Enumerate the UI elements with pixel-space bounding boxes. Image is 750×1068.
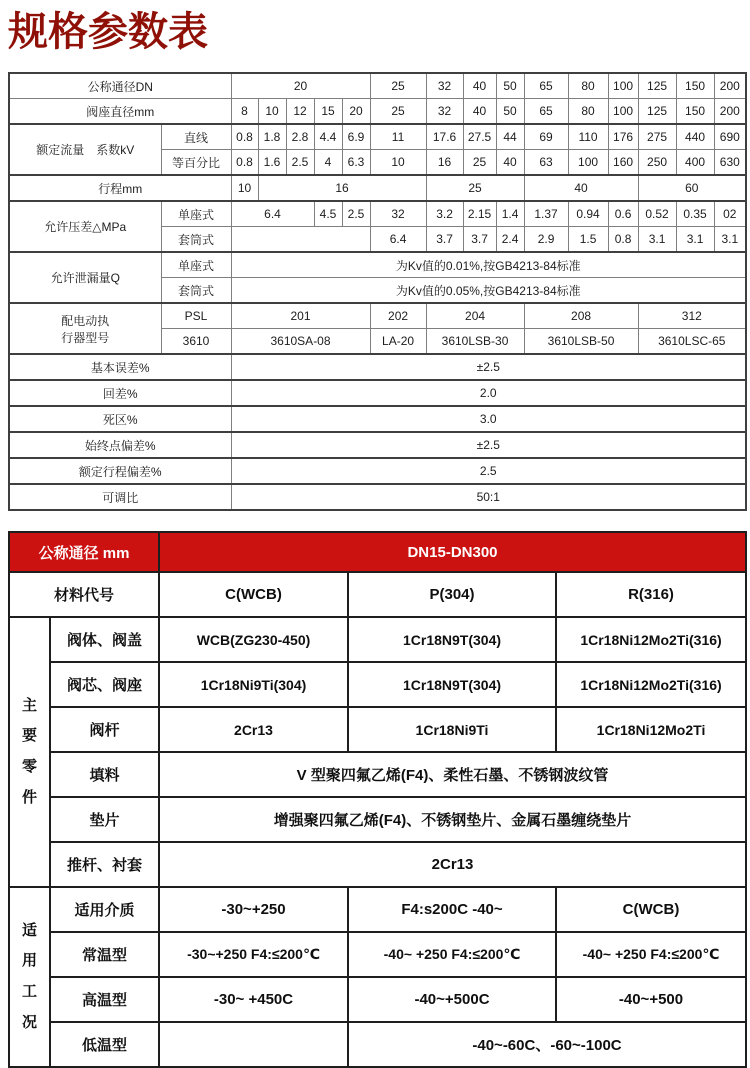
value-cell: 4.4 xyxy=(314,124,342,150)
value-cell: 160 xyxy=(608,150,638,176)
value-cell: 0.8 xyxy=(231,150,258,176)
table-row-plug-seat xyxy=(9,662,746,707)
table-row-leak-single xyxy=(9,252,746,278)
value-cell: 3610LSC-65 xyxy=(638,329,746,355)
value-cell: -40~ +250 F4:≤200℃ xyxy=(348,932,556,977)
value-cell: 80 xyxy=(568,99,608,125)
sub-label: 套筒式 xyxy=(161,227,231,253)
value-cell: 6.9 xyxy=(342,124,370,150)
sub-label: 直线 xyxy=(161,124,231,150)
row-label: 额定流量 系数kV xyxy=(9,124,161,175)
value-cell: 0.6 xyxy=(608,201,638,227)
value-cell: 1Cr18N9T(304) xyxy=(348,662,556,707)
sub-label: 3610 xyxy=(161,329,231,355)
value-cell: 3.0 xyxy=(231,406,746,432)
value-cell: 250 xyxy=(638,150,676,176)
value-cell: 69 xyxy=(524,124,568,150)
value-cell: 80 xyxy=(568,73,608,99)
red-header-value: DN15-DN300 xyxy=(159,532,746,572)
value-cell: 11 xyxy=(370,124,426,150)
value-cell: 3610SA-08 xyxy=(231,329,370,355)
value-cell: 10 xyxy=(370,150,426,176)
page-title: 规格参数表 xyxy=(8,10,208,54)
value-cell: -40~+500 xyxy=(556,977,746,1022)
value-cell: 32 xyxy=(426,99,463,125)
value-cell: 1Cr18Ni12Mo2Ti(316) xyxy=(556,662,746,707)
vertical-text: 主要零件 xyxy=(21,696,37,806)
value-cell-empty xyxy=(159,1022,348,1067)
row-label: 阀芯、阀座 xyxy=(50,662,159,707)
value-cell: 02 xyxy=(714,201,746,227)
value-cell: 1.5 xyxy=(568,227,608,253)
table-row-packing xyxy=(9,752,746,797)
row-label: 推杆、衬套 xyxy=(50,842,159,887)
table-row-basic-error xyxy=(9,354,746,380)
value-cell: 1Cr18Ni12Mo2Ti xyxy=(556,707,746,752)
row-label: 适用介质 xyxy=(50,887,159,932)
value-cell: 2Cr13 xyxy=(159,842,746,887)
value-cell: 6.3 xyxy=(342,150,370,176)
table-row-header xyxy=(9,532,746,572)
row-label: 材料代号 xyxy=(9,572,159,617)
value-cell: 2.0 xyxy=(231,380,746,406)
row-label: 阀体、阀盖 xyxy=(50,617,159,662)
value-cell: 1Cr18N9T(304) xyxy=(348,617,556,662)
table-row-pushrod-bushing xyxy=(9,842,746,887)
value-cell: 201 xyxy=(231,303,370,329)
value-cell: 0.8 xyxy=(231,124,258,150)
value-cell: F4:s200C -40~ xyxy=(348,887,556,932)
value-cell: 0.94 xyxy=(568,201,608,227)
value-cell: 275 xyxy=(638,124,676,150)
table-row-high-temp xyxy=(9,977,746,1022)
table-row-dn xyxy=(9,73,746,99)
value-cell: 50 xyxy=(496,73,524,99)
value-cell: 40 xyxy=(496,150,524,176)
value-cell: 为Kv值的0.05%,按GB4213-84标准 xyxy=(231,278,746,304)
value-cell: -30~ +450C xyxy=(159,977,348,1022)
value-cell: V 型聚四氟乙烯(F4)、柔性石墨、不锈钢波纹管 xyxy=(159,752,746,797)
table-row-actuator-psl xyxy=(9,303,746,329)
value-cell: 100 xyxy=(608,99,638,125)
value-cell: 6.4 xyxy=(370,227,426,253)
value-cell: ±2.5 xyxy=(231,432,746,458)
row-label: 死区% xyxy=(9,406,231,432)
value-cell: 440 xyxy=(676,124,714,150)
table-row-material-code xyxy=(9,572,746,617)
value-cell: -30~+250 F4:≤200℃ xyxy=(159,932,348,977)
value-cell: C(WCB) xyxy=(159,572,348,617)
value-cell: 208 xyxy=(524,303,638,329)
value-cell: 1.6 xyxy=(258,150,286,176)
value-cell: 为Kv值的0.01%,按GB4213-84标准 xyxy=(231,252,746,278)
value-cell: 3.2 xyxy=(426,201,463,227)
row-label: 基本误差% xyxy=(9,354,231,380)
value-cell: R(316) xyxy=(556,572,746,617)
value-cell: 400 xyxy=(676,150,714,176)
table-row-body-bonnet xyxy=(9,617,746,662)
value-cell: 3.7 xyxy=(463,227,496,253)
value-cell: 2.9 xyxy=(524,227,568,253)
value-cell: 50:1 xyxy=(231,484,746,510)
value-cell: 0.52 xyxy=(638,201,676,227)
value-cell: 3.1 xyxy=(676,227,714,253)
row-label: 回差% xyxy=(9,380,231,406)
spec-parameter-table xyxy=(8,72,747,511)
row-label: 高温型 xyxy=(50,977,159,1022)
vertical-text: 适用工况 xyxy=(21,921,37,1031)
value-cell: 100 xyxy=(608,73,638,99)
value-cell: 3610LSB-30 xyxy=(426,329,524,355)
row-label: 行程mm xyxy=(9,175,231,201)
sub-label: 单座式 xyxy=(161,252,231,278)
value-cell: 0.35 xyxy=(676,201,714,227)
value-cell: 150 xyxy=(676,73,714,99)
red-header-label: 公称通径 mm xyxy=(9,532,159,572)
table-row-hysteresis xyxy=(9,380,746,406)
table-row-dp-single xyxy=(9,201,746,227)
value-cell: 65 xyxy=(524,99,568,125)
row-label: 低温型 xyxy=(50,1022,159,1067)
value-cell: 25 xyxy=(370,99,426,125)
value-cell: 12 xyxy=(286,99,314,125)
row-label: 阀杆 xyxy=(50,707,159,752)
value-cell: 2.5 xyxy=(231,458,746,484)
value-cell: 200 xyxy=(714,99,746,125)
value-cell: 60 xyxy=(638,175,746,201)
sub-label: 套筒式 xyxy=(161,278,231,304)
value-cell: 2Cr13 xyxy=(159,707,348,752)
value-cell: 2.5 xyxy=(286,150,314,176)
row-label: 常温型 xyxy=(50,932,159,977)
value-cell: 312 xyxy=(638,303,746,329)
value-cell: -30~+250 xyxy=(159,887,348,932)
sub-label: 单座式 xyxy=(161,201,231,227)
value-cell: 1Cr18Ni9Ti(304) xyxy=(159,662,348,707)
value-cell: 125 xyxy=(638,73,676,99)
value-cell: C(WCB) xyxy=(556,887,746,932)
value-cell: 16 xyxy=(258,175,426,201)
value-cell: 4 xyxy=(314,150,342,176)
value-cell: WCB(ZG230-450) xyxy=(159,617,348,662)
value-cell: 3.1 xyxy=(714,227,746,253)
value-cell: 3.1 xyxy=(638,227,676,253)
table-row-stroke-deviation xyxy=(9,458,746,484)
table-row-stem xyxy=(9,707,746,752)
value-cell: 10 xyxy=(231,175,258,201)
value-cell: 8 xyxy=(231,99,258,125)
value-cell: 15 xyxy=(314,99,342,125)
value-cell: -40~-60C、-60~-100C xyxy=(348,1022,746,1067)
value-cell: 2.4 xyxy=(496,227,524,253)
row-label: 始终点偏差% xyxy=(9,432,231,458)
value-cell: 32 xyxy=(370,201,426,227)
value-cell: 2.5 xyxy=(342,201,370,227)
value-cell: 1.37 xyxy=(524,201,568,227)
row-label: 公称通径DN xyxy=(9,73,231,99)
value-cell: 65 xyxy=(524,73,568,99)
table-row-medium xyxy=(9,887,746,932)
value-cell: 40 xyxy=(524,175,638,201)
value-cell-empty xyxy=(231,227,370,253)
materials-table xyxy=(8,531,747,1068)
value-cell: 20 xyxy=(231,73,370,99)
row-label: 可调比 xyxy=(9,484,231,510)
value-cell: 100 xyxy=(568,150,608,176)
value-cell: 1.8 xyxy=(258,124,286,150)
table-row-kv-linear xyxy=(9,124,746,150)
value-cell: 1Cr18Ni12Mo2Ti(316) xyxy=(556,617,746,662)
value-cell: 40 xyxy=(463,99,496,125)
value-cell: 0.8 xyxy=(608,227,638,253)
row-label: 阀座直径mm xyxy=(9,99,231,125)
value-cell: 25 xyxy=(426,175,524,201)
value-cell: 3.7 xyxy=(426,227,463,253)
row-label xyxy=(9,303,161,354)
value-cell: 1Cr18Ni9Ti xyxy=(348,707,556,752)
value-cell: 44 xyxy=(496,124,524,150)
value-cell: 150 xyxy=(676,99,714,125)
value-cell: 50 xyxy=(496,99,524,125)
table-row-dead-zone xyxy=(9,406,746,432)
value-cell: 2.15 xyxy=(463,201,496,227)
value-cell: 204 xyxy=(426,303,524,329)
value-cell: 27.5 xyxy=(463,124,496,150)
row-label: 允许压差△MPa xyxy=(9,201,161,252)
table-row-rangeability xyxy=(9,484,746,510)
value-cell: 25 xyxy=(370,73,426,99)
value-cell: 10 xyxy=(258,99,286,125)
value-cell: 176 xyxy=(608,124,638,150)
value-cell: 125 xyxy=(638,99,676,125)
value-cell: 202 xyxy=(370,303,426,329)
value-cell: 25 xyxy=(463,150,496,176)
value-cell: 630 xyxy=(714,150,746,176)
value-cell: 2.8 xyxy=(286,124,314,150)
table-row-seat-dia xyxy=(9,99,746,125)
value-cell: 32 xyxy=(426,73,463,99)
sub-label: PSL xyxy=(161,303,231,329)
value-cell: 690 xyxy=(714,124,746,150)
value-cell: -40~ +250 F4:≤200℃ xyxy=(556,932,746,977)
value-cell: 110 xyxy=(568,124,608,150)
group-label-main-parts xyxy=(9,617,50,887)
value-cell: 20 xyxy=(342,99,370,125)
value-cell: 3610LSB-50 xyxy=(524,329,638,355)
table-row-gasket xyxy=(9,797,746,842)
group-label-conditions xyxy=(9,887,50,1067)
value-cell: 17.6 xyxy=(426,124,463,150)
row-label-line2: 行器型号 xyxy=(61,330,110,345)
row-label: 允许泄漏量Q xyxy=(9,252,161,303)
value-cell: 1.4 xyxy=(496,201,524,227)
table-row-stroke xyxy=(9,175,746,201)
value-cell: 6.4 xyxy=(231,201,314,227)
row-label: 垫片 xyxy=(50,797,159,842)
value-cell: LA-20 xyxy=(370,329,426,355)
value-cell: 63 xyxy=(524,150,568,176)
row-label-line1: 配电动执 xyxy=(61,313,110,328)
value-cell: ±2.5 xyxy=(231,354,746,380)
table-row-endpoint-deviation xyxy=(9,432,746,458)
row-label: 额定行程偏差% xyxy=(9,458,231,484)
value-cell: 增强聚四氟乙烯(F4)、不锈钢垫片、金属石墨缠绕垫片 xyxy=(159,797,746,842)
value-cell: 200 xyxy=(714,73,746,99)
value-cell: 4.5 xyxy=(314,201,342,227)
table-row-low-temp xyxy=(9,1022,746,1067)
sub-label: 等百分比 xyxy=(161,150,231,176)
row-label: 填料 xyxy=(50,752,159,797)
value-cell: -40~+500C xyxy=(348,977,556,1022)
value-cell: P(304) xyxy=(348,572,556,617)
value-cell: 40 xyxy=(463,73,496,99)
value-cell: 16 xyxy=(426,150,463,176)
table-row-normal-temp xyxy=(9,932,746,977)
